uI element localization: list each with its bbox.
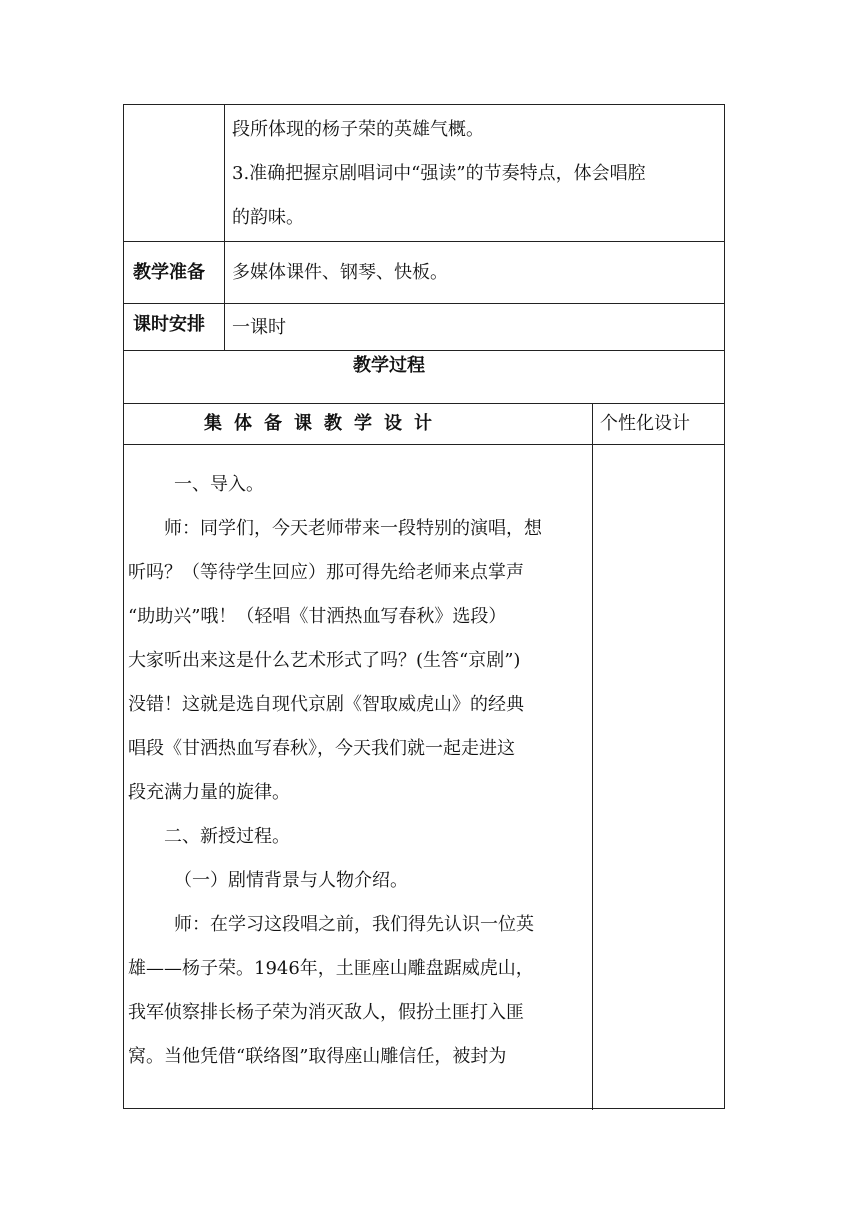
prep-value: 多媒体课件、钢琴、快板。 (232, 262, 448, 283)
body-line: 听吗？（等待学生回应）那可得先给老师来点掌声 (128, 562, 524, 583)
row-divider (124, 303, 724, 304)
objective-line: 3.准确把握京剧唱词中“强读”的节奏特点，体会唱腔 (232, 163, 646, 184)
objective-line: 的韵味。 (232, 207, 304, 228)
objective-line: 段所体现的杨子荣的英雄气概。 (232, 119, 484, 140)
body-line: 我军侦察排长杨子荣为消灭敌人，假扮土匪打入匪 (128, 1002, 524, 1023)
lesson-plan-table (123, 104, 725, 1109)
body-line: 师：同学们，今天老师带来一段特别的演唱，想 (164, 518, 542, 539)
row-divider (124, 444, 724, 445)
body-line: 大家听出来这是什么艺术形式了吗？(生答“京剧”) (128, 650, 521, 671)
body-line: 雄——杨子荣。1946年，土匪座山雕盘踞威虎山， (128, 958, 534, 979)
body-line: 师：在学习这段唱之前，我们得先认识一位英 (174, 914, 534, 935)
process-title: 教学过程 (353, 355, 425, 376)
prep-label: 教学准备 (133, 262, 205, 283)
body-line: 一、导入。 (174, 474, 264, 495)
schedule-value: 一课时 (232, 317, 286, 338)
schedule-label: 课时安排 (133, 314, 205, 335)
row-divider (124, 350, 724, 351)
body-line: 二、新授过程。 (164, 826, 290, 847)
collective-design-header: 集体备课教学设计 (204, 413, 444, 434)
body-line: 窝。当他凭借“联络图”取得座山雕信任，被封为 (128, 1046, 507, 1067)
body-line: 没错！这就是选自现代京剧《智取威虎山》的经典 (128, 694, 524, 715)
personal-design-header: 个性化设计 (600, 413, 690, 434)
personal-column-divider (592, 403, 593, 1110)
body-line: （一）剧情背景与人物介绍。 (174, 870, 408, 891)
row-divider (124, 241, 724, 242)
body-line: 唱段《甘洒热血写春秋》，今天我们就一起走进这 (128, 738, 515, 759)
label-column-divider (224, 105, 225, 350)
body-line: 段充满力量的旋律。 (128, 782, 290, 803)
row-divider (124, 403, 724, 404)
body-line: “助助兴”哦！（轻唱《甘洒热血写春秋》选段） (128, 606, 507, 627)
